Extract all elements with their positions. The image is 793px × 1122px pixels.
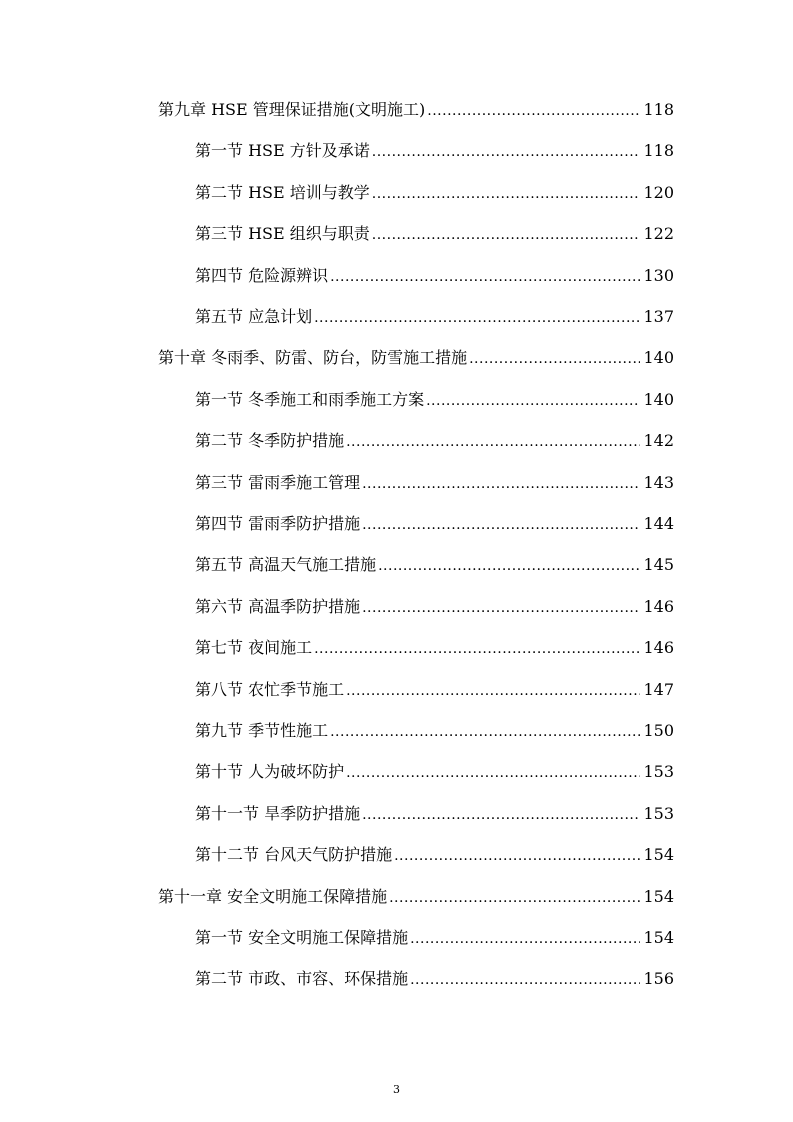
toc-entry-section[interactable] <box>0 420 674 461</box>
toc-entry-section[interactable] <box>0 213 674 254</box>
dot-leader <box>314 298 640 339</box>
toc-entry-page: 118 <box>643 141 674 161</box>
toc-entry-label: 第一节 冬季施工和雨季施工方案 <box>195 389 425 409</box>
toc-entry-section[interactable] <box>0 379 674 420</box>
dot-leader <box>389 878 640 919</box>
toc-entry-label: 第十节 人为破坏防护 <box>195 762 345 782</box>
toc-entry-section[interactable] <box>0 172 674 213</box>
toc-entry-page: 154 <box>643 845 674 865</box>
toc-entry-label: 第三节 HSE 组织与职责 <box>195 224 370 244</box>
toc-entry-label: 第五节 高温天气施工措施 <box>195 555 377 575</box>
toc-entry-label: 第一节 HSE 方针及承诺 <box>195 141 370 161</box>
toc-entry-label: 第十一节 旱季防护措施 <box>195 803 361 823</box>
dot-leader <box>346 753 640 794</box>
toc-entry-page: 140 <box>643 389 674 409</box>
toc-entry-page: 120 <box>643 182 674 202</box>
toc-entry-page: 145 <box>643 555 674 575</box>
toc-entry-section[interactable] <box>0 255 674 296</box>
toc-entry-label: 第二节 市政、市容、环保措施 <box>195 969 409 989</box>
toc-entry-page: 156 <box>643 969 674 989</box>
toc-entry-section[interactable] <box>0 793 674 834</box>
toc-entry-section[interactable] <box>0 296 674 337</box>
toc-entry-section[interactable] <box>0 958 674 999</box>
dot-leader <box>362 588 640 629</box>
dot-leader <box>346 422 640 463</box>
dot-leader <box>372 132 641 173</box>
dot-leader <box>426 381 640 422</box>
toc-entry-section[interactable] <box>0 710 674 751</box>
toc-entry-page: 153 <box>643 803 674 823</box>
dot-leader <box>372 215 641 256</box>
dot-leader <box>330 712 640 753</box>
toc-entry-label: 第四节 雷雨季防护措施 <box>195 514 361 533</box>
toc-entry-page: 153 <box>643 762 674 782</box>
dot-leader <box>346 671 640 712</box>
toc-entry-chapter-9[interactable] <box>0 89 674 130</box>
toc-entry-section[interactable] <box>0 503 674 544</box>
toc-entry-page: 130 <box>643 265 674 285</box>
dot-leader <box>314 629 640 670</box>
toc-entry-label: 第一节 安全文明施工保障措施 <box>195 928 409 947</box>
toc-entry-section[interactable] <box>0 130 674 171</box>
toc-entry-chapter-11[interactable] <box>0 876 674 917</box>
toc-entry-page: 140 <box>643 348 674 368</box>
toc-entry-label: 第十章 冬雨季、防雷、防台，防雪施工措施 <box>158 348 468 368</box>
toc-entry-page: 147 <box>643 679 674 699</box>
toc-entry-chapter-10[interactable] <box>0 337 674 378</box>
toc-entry-label: 第九节 季节性施工 <box>195 721 329 740</box>
toc-entry-section[interactable] <box>0 586 674 627</box>
toc-entry-label: 第二节 冬季防护措施 <box>195 431 345 451</box>
toc-entry-label: 第三节 雷雨季施工管理 <box>195 472 361 492</box>
toc-entry-page: 146 <box>643 596 674 616</box>
toc-entry-page: 122 <box>643 224 674 244</box>
dot-leader <box>330 257 640 298</box>
toc-entry-page: 146 <box>643 638 674 658</box>
toc-entry-page: 150 <box>643 721 674 740</box>
dot-leader <box>378 546 640 587</box>
toc-entry-page: 137 <box>643 307 674 326</box>
toc-entry-section[interactable] <box>0 917 674 958</box>
toc-entry-label: 第九章 HSE 管理保证措施(文明施工) <box>158 100 426 119</box>
toc-entry-label: 第十一章 安全文明施工保障措施 <box>158 886 388 906</box>
page-number: 3 <box>393 1083 400 1096</box>
dot-leader <box>394 836 640 877</box>
toc-entry-section[interactable] <box>0 834 674 875</box>
toc-entry-page: 142 <box>643 431 674 451</box>
toc-entry-page: 154 <box>643 886 674 906</box>
toc-entry-page: 144 <box>643 514 674 533</box>
dot-leader <box>362 505 640 546</box>
toc-entry-label: 第六节 高温季防护措施 <box>195 596 361 616</box>
toc-entry-label: 第五节 应急计划 <box>195 307 313 326</box>
toc-entry-label: 第八节 农忙季节施工 <box>195 679 345 699</box>
toc-entry-page: 143 <box>643 472 674 492</box>
toc-entry-page: 154 <box>643 928 674 947</box>
toc-entry-label: 第十二节 台风天气防护措施 <box>195 845 393 865</box>
dot-leader <box>362 795 640 836</box>
dot-leader <box>469 339 640 380</box>
dot-leader <box>410 919 640 960</box>
toc-entry-section[interactable] <box>0 544 674 585</box>
dot-leader <box>362 464 640 505</box>
toc-entry-section[interactable] <box>0 669 674 710</box>
dot-leader <box>427 91 640 132</box>
toc-entry-section[interactable] <box>0 462 674 503</box>
toc-entry-section[interactable] <box>0 627 674 668</box>
toc-entry-label: 第四节 危险源辨识 <box>195 265 329 285</box>
dot-leader <box>372 174 641 215</box>
toc-entry-section[interactable] <box>0 751 674 792</box>
dot-leader <box>410 960 640 1001</box>
toc-entry-page: 118 <box>643 100 674 119</box>
toc-entry-label: 第七节 夜间施工 <box>195 638 313 658</box>
toc-entry-label: 第二节 HSE 培训与教学 <box>195 182 370 202</box>
